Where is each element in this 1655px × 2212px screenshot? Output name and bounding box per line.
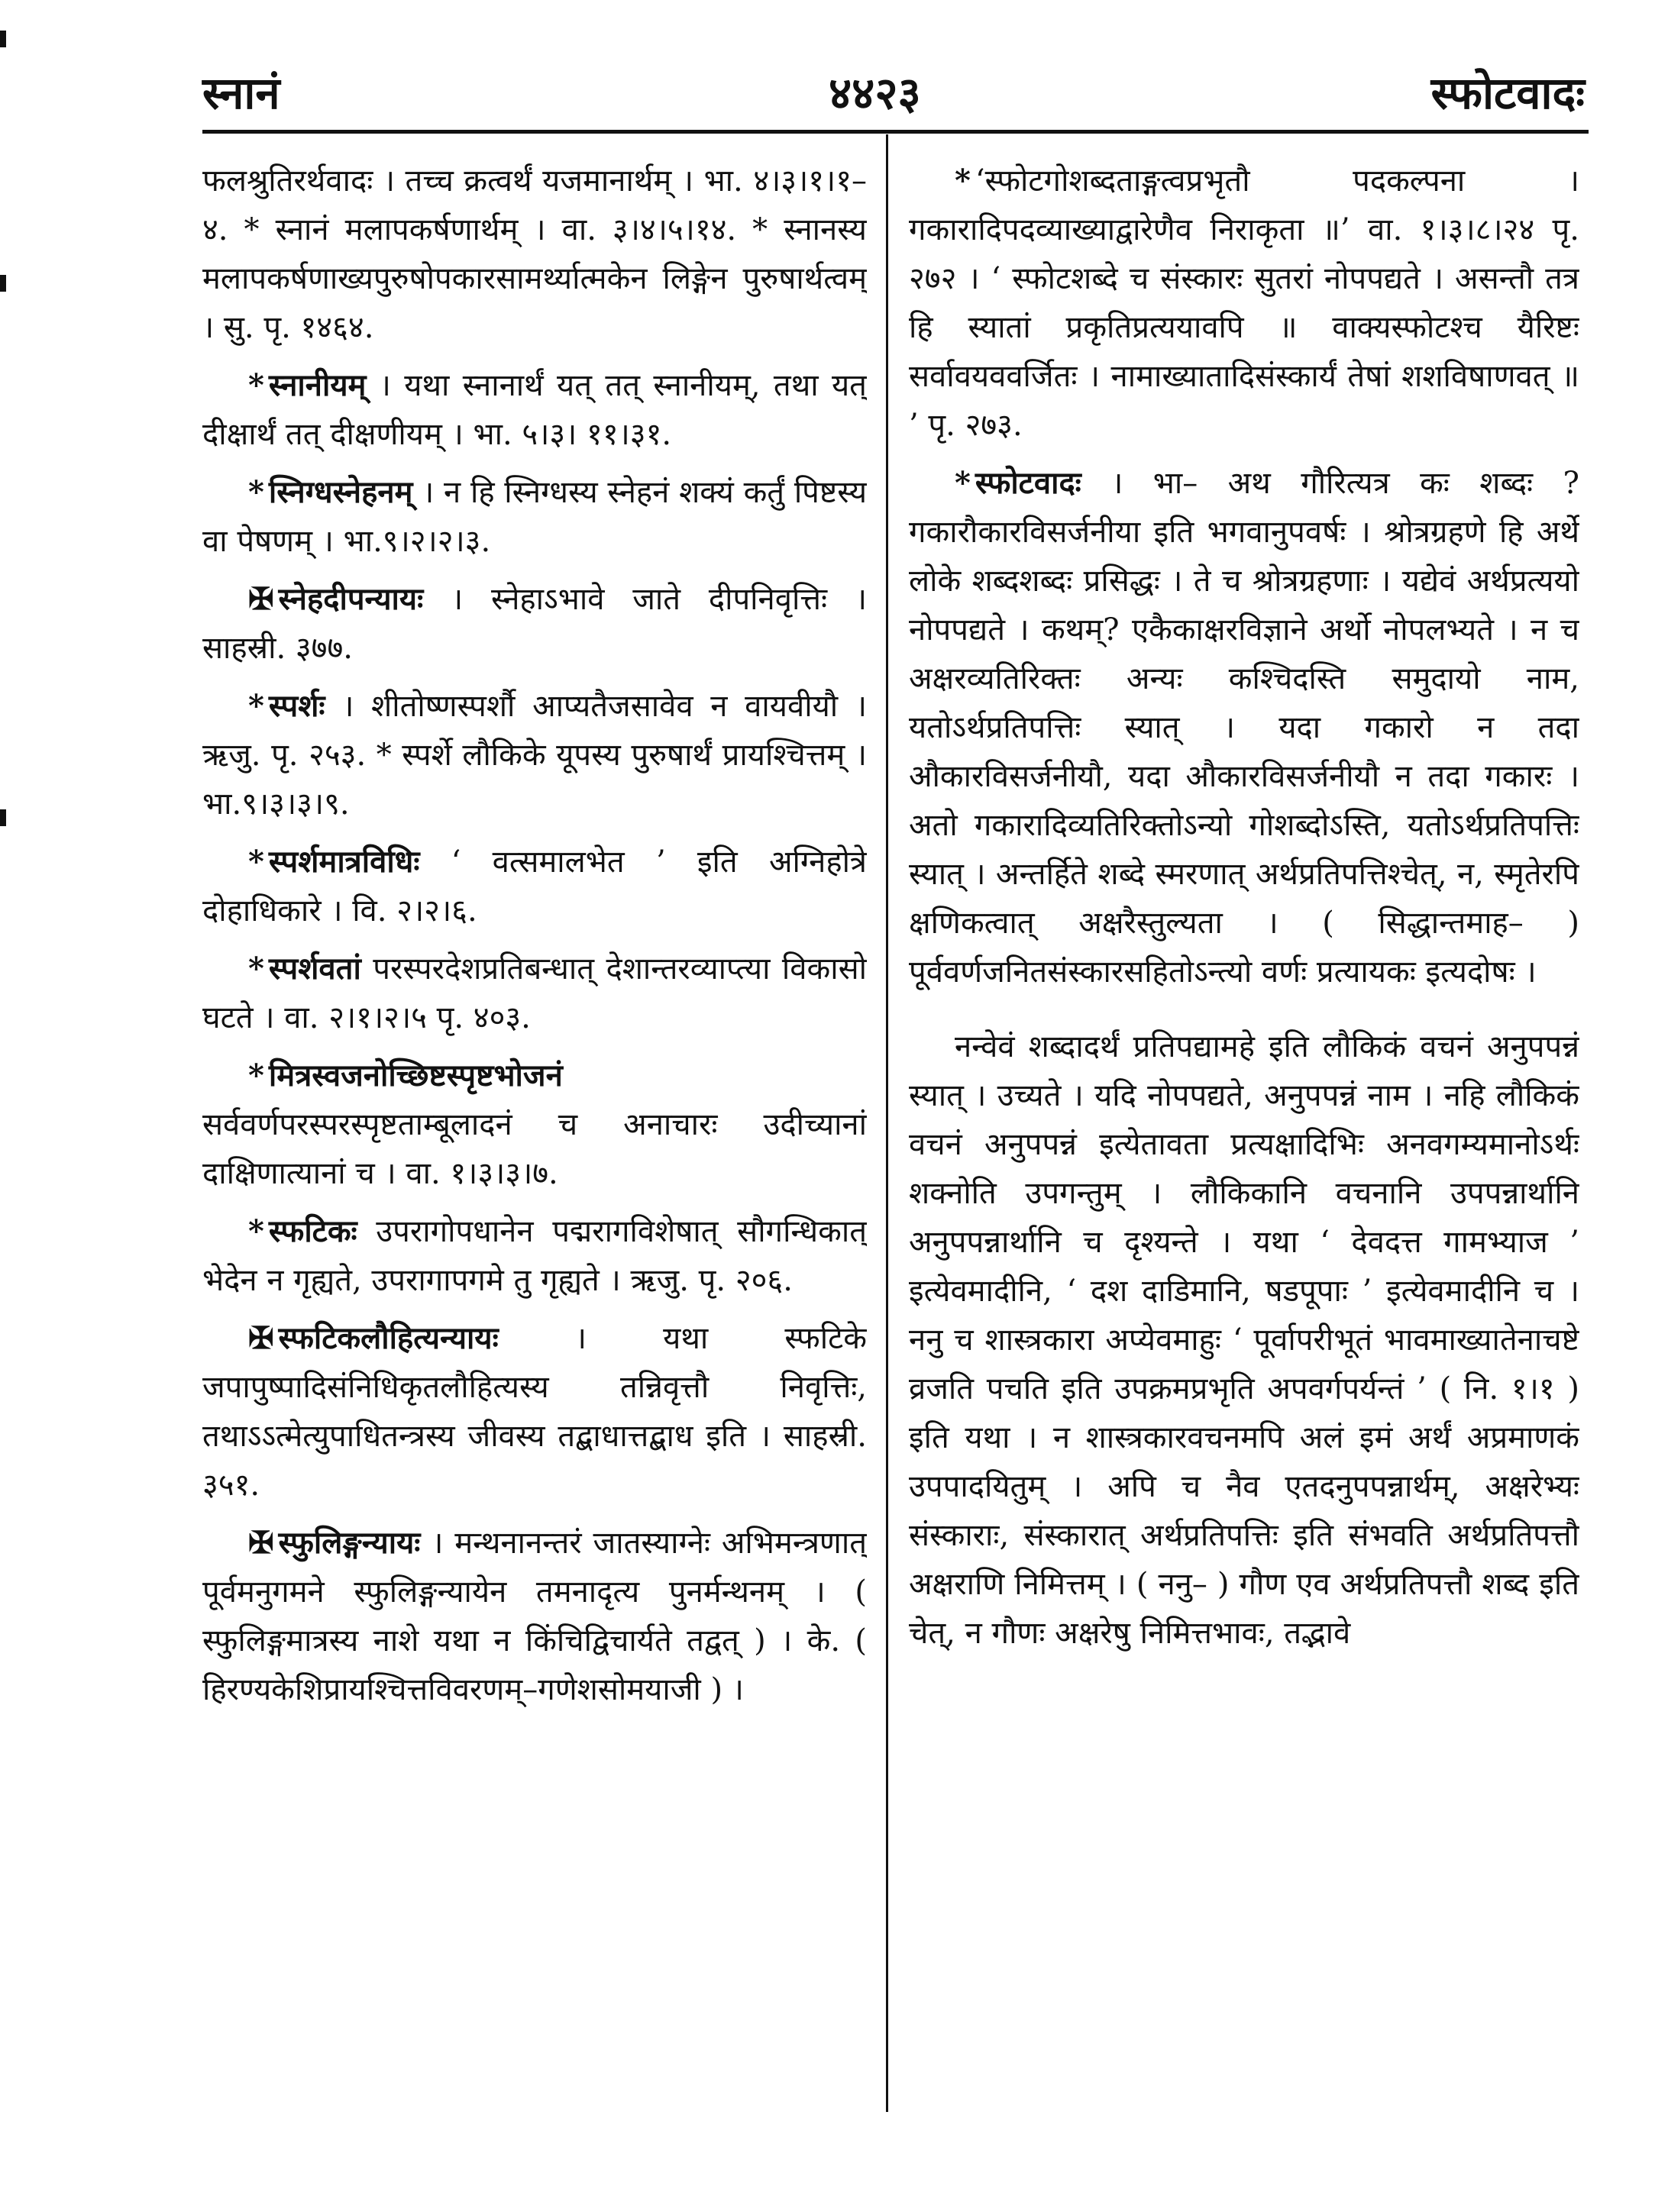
entry-marker: ✠: [248, 1525, 274, 1561]
page-number: ४४२३: [829, 67, 921, 119]
entry-headword: स्फुलिङ्गन्यायः: [278, 1525, 421, 1561]
running-head-right: स्फोटवादः: [1430, 67, 1585, 119]
dictionary-entry: [202, 157, 867, 352]
entry-headword: स्नेहदीपन्यायः: [278, 581, 424, 617]
header-rule: [202, 130, 1589, 134]
right-column: [909, 157, 1579, 2111]
entry-marker: *: [248, 951, 264, 987]
entry-headword: स्पर्शः: [268, 688, 325, 724]
entry-text: । मन्थनानन्तरं जातस्याग्नेः अभिमन्त्रणात् पूर्वमनुगमने स्फुलिङ्गन्यायेन तमनादृत्य पुनर्मन्थनम् । ( स्फुलिङ्गमात्रस्य नाशे यथा न किंचिद्विचार्यते तद्वत् ) । के. ( हिरण्यकेशिप्रायश्चित्तविवरणम्–गणेशसोमयाजी ) ।: [202, 1526, 867, 1707]
entry-marker: *: [955, 163, 971, 199]
dictionary-entry: [202, 682, 867, 828]
entry-marker: *: [248, 1058, 264, 1093]
margin-mark: [0, 809, 6, 826]
entry-text: । न हि स्निग्धस्य स्नेहनं शक्यं कर्तुं पिष्टस्य वा पेषणम् । भा.९।२।२।३.: [202, 475, 867, 559]
entry-marker: ✠: [248, 1320, 274, 1356]
entry-text: परस्परदेशप्रतिबन्धात् देशान्तरव्याप्त्या विकासो घटते । वा. २।१।२।५ पृ. ४०३.: [202, 951, 867, 1035]
entry-text: ‘स्फोटगोशब्दताङ्गत्वप्रभृतौ पदकल्पना । गकारादिपदव्याख्याद्वारेणैव निराकृता ॥’ वा. १।३।८।२४ पृ. २७२ । ‘ स्फोटशब्दे च संस्कारः सुतरां नोपपद्यते । असन्तौ तत्र हि स्यातां प्रकृतिप्रत्ययावपि ॥ वाक्यस्फोटश्च यैरिष्टः सर्वावयववर्जितः । नामाख्यातादिसंस्कार्यं तेषां शशविषाणवत् ॥ ’ पृ. २७३.: [909, 163, 1579, 443]
entry-marker: *: [248, 1213, 264, 1249]
page-header: [202, 61, 1585, 119]
entry-marker: *: [248, 688, 264, 724]
dictionary-entry: [202, 361, 867, 459]
entry-text: नन्वेवं शब्दादर्थं प्रतिपद्यामहे इति लौकिकं वचनं अनुपपन्नं स्यात् । उच्यते । यदि नोपपद्यते, अनुपपन्नं नाम । नहि लौकिकं वचनं अनुपपन्नं इत्येतावता प्रत्यक्षादिभिः अनवगम्यमानोऽर्थः शक्नोति उपगन्तुम् । लौकिकानि वचनानि उपपन्नार्थानि अनुपपन्नार्थानि च दृश्यन्ते । यथा ‘ देवदत्त गामभ्याज ’ इत्येवमादीनि, ‘ दश दाडिमानि, षडपूपाः ’ इत्येवमादीनि च । ननु च शास्त्रकारा अप्येवमाहुः ‘ पूर्वापरीभूतं भावमाख्यातेनाचष्टे व्रजति पचति इति उपक्रमप्रभृति अपवर्गपर्यन्तं ’ ( नि. १।१ ) इति यथा । न शास्त्रकारवचनमपि अलं इमं अर्थं अप्रमाणकं उपपादयितुम् । अपि च नैव एतदनुपपन्नार्थम्, अक्षरेभ्यः संस्काराः, संस्कारात् अर्थप्रतिपत्तिः इति संभवति अर्थप्रतिपत्तौ अक्षराणि निमित्तम् । ( ननु– ) गौण एव अर्थप्रतिपत्तौ शब्द इति चेत्, न गौणः अक्षरेषु निमित्तभावः, तद्भावे: [909, 1029, 1579, 1651]
entry-text: सर्ववर्णपरस्परस्पृष्टताम्बूलादनं च अनाचारः उदीच्यानां दाक्षिणात्यानां च । वा. १।३।३।७.: [202, 1107, 867, 1191]
dictionary-entry: [909, 459, 1579, 996]
entry-marker: *: [248, 844, 264, 880]
entry-headword: स्निग्धस्नेहनम्: [268, 474, 413, 510]
entry-text: । यथा स्फटिके जपापुष्पादिसंनिधिकृतलौहित्यस्य तन्निवृत्तौ निवृत्तिः, तथाऽऽत्मेत्युपाधितन्त्रस्य जीवस्य तद्बाधात्तद्बाध इति । साहस्री. ३५१.: [202, 1321, 867, 1503]
entry-text: । स्नेहाऽभावे जाते दीपनिवृत्तिः । साहस्री. ३७७.: [202, 582, 867, 666]
entry-text: । यथा स्नानार्थं यत् तत् स्नानीयम्, तथा यत् दीक्षार्थं तत् दीक्षणीयम् । भा. ५।३। ११।३१.: [202, 368, 867, 452]
running-head-left: स्नानं: [202, 67, 280, 119]
entry-marker: ✠: [248, 581, 274, 617]
dictionary-entry: [202, 1051, 867, 1198]
margin-mark: [0, 31, 6, 47]
entry-text: फलश्रुतिरर्थवादः । तच्च क्रत्वर्थं यजमानार्थम् । भा. ४।३।१।१–४. * स्नानं मलापकर्षणार्थम् । वा. ३।४।५।१४. * स्नानस्य मलापकर्षणाख्यपुरुषोपकारसामर्थ्यात्मकेन लिङ्गेन पुरुषार्थत्वम् । सु. पृ. १४६४.: [202, 163, 867, 345]
dictionary-entry: [202, 1519, 867, 1714]
dictionary-entry: [202, 468, 867, 566]
entry-headword: मित्रस्वजनोच्छिष्टस्पृष्टभोजनं: [268, 1058, 563, 1093]
entry-headword: स्फटिकः: [268, 1213, 357, 1249]
entry-headword: स्नानीयम्: [268, 367, 367, 403]
left-column: [202, 157, 867, 2111]
dictionary-entry: [202, 838, 867, 935]
entry-marker: *: [955, 465, 971, 501]
dictionary-entry: [909, 157, 1579, 450]
dictionary-entry: [202, 575, 867, 673]
entry-text: ‘ वत्समालभेत ’ इति अग्निहोत्रे दोहाधिकारे । वि. २।२।६.: [202, 844, 867, 928]
margin-mark: [0, 275, 6, 292]
entry-headword: स्फोटवादः: [975, 465, 1081, 501]
entry-marker: *: [248, 367, 264, 403]
entry-text: । भा– अथ गौरित्यत्र कः शब्दः ? गकारौकारविसर्जनीया इति भगवानुपवर्षः । श्रोत्रग्रहणे हि अर्थे लोके शब्दशब्दः प्रसिद्धः । ते च श्रोत्रग्रहणाः । यद्येवं अर्थप्रत्ययो नोपपद्यते । कथम्? एकैकाक्षरविज्ञाने अर्थो नोपलभ्यते । न च अक्षरव्यतिरिक्तः अन्यः कश्चिदस्ति समुदायो नाम, यतोऽर्थप्रतिपत्तिः स्यात् । यदा गकारो न तदा औकारविसर्जनीयौ, यदा औकारविसर्जनीयौ न तदा गकारः । अतो गकारादिव्यतिरिक्तोऽन्यो गोशब्दोऽस्ति, यतोऽर्थप्रतिपत्तिः स्यात् । अन्तर्हिते शब्दे स्मरणात् अर्थप्रतिपत्तिश्चेत्, न, स्मृतेरपि क्षणिकत्वात् अक्षरैस्तुल्यता । ( सिद्धान्तमाह– ) पूर्ववर्णजनितसंस्कारसहितोऽन्त्यो वर्णः प्रत्यायकः इत्यदोषः ।: [909, 466, 1579, 990]
entry-headword: स्पर्शमात्रविधिः: [268, 844, 420, 880]
entry-text: । शीतोष्णस्पर्शौ आप्यतैजसावेव न वायवीयौ । ऋजु. पृ. २५३. * स्पर्शे लौकिके यूपस्य पुरुषार्थं प्रायश्चित्तम् । भा.९।३।३।९.: [202, 689, 867, 822]
column-divider: [886, 134, 888, 2112]
dictionary-entry: [202, 945, 867, 1042]
dictionary-entry: [909, 1022, 1579, 1658]
entry-text: उपरागोपधानेन पद्मरागविशेषात् सौगन्धिकात् भेदेन न गृह्यते, उपरागापगमे तु गृह्यते । ऋजु. पृ. २०६.: [202, 1214, 867, 1298]
entry-marker: *: [248, 474, 264, 510]
dictionary-entry: [202, 1207, 867, 1305]
entry-headword: स्फटिकलौहित्यन्यायः: [278, 1320, 499, 1356]
entry-headword: स्पर्शवतां: [268, 951, 361, 987]
dictionary-entry: [202, 1314, 867, 1510]
